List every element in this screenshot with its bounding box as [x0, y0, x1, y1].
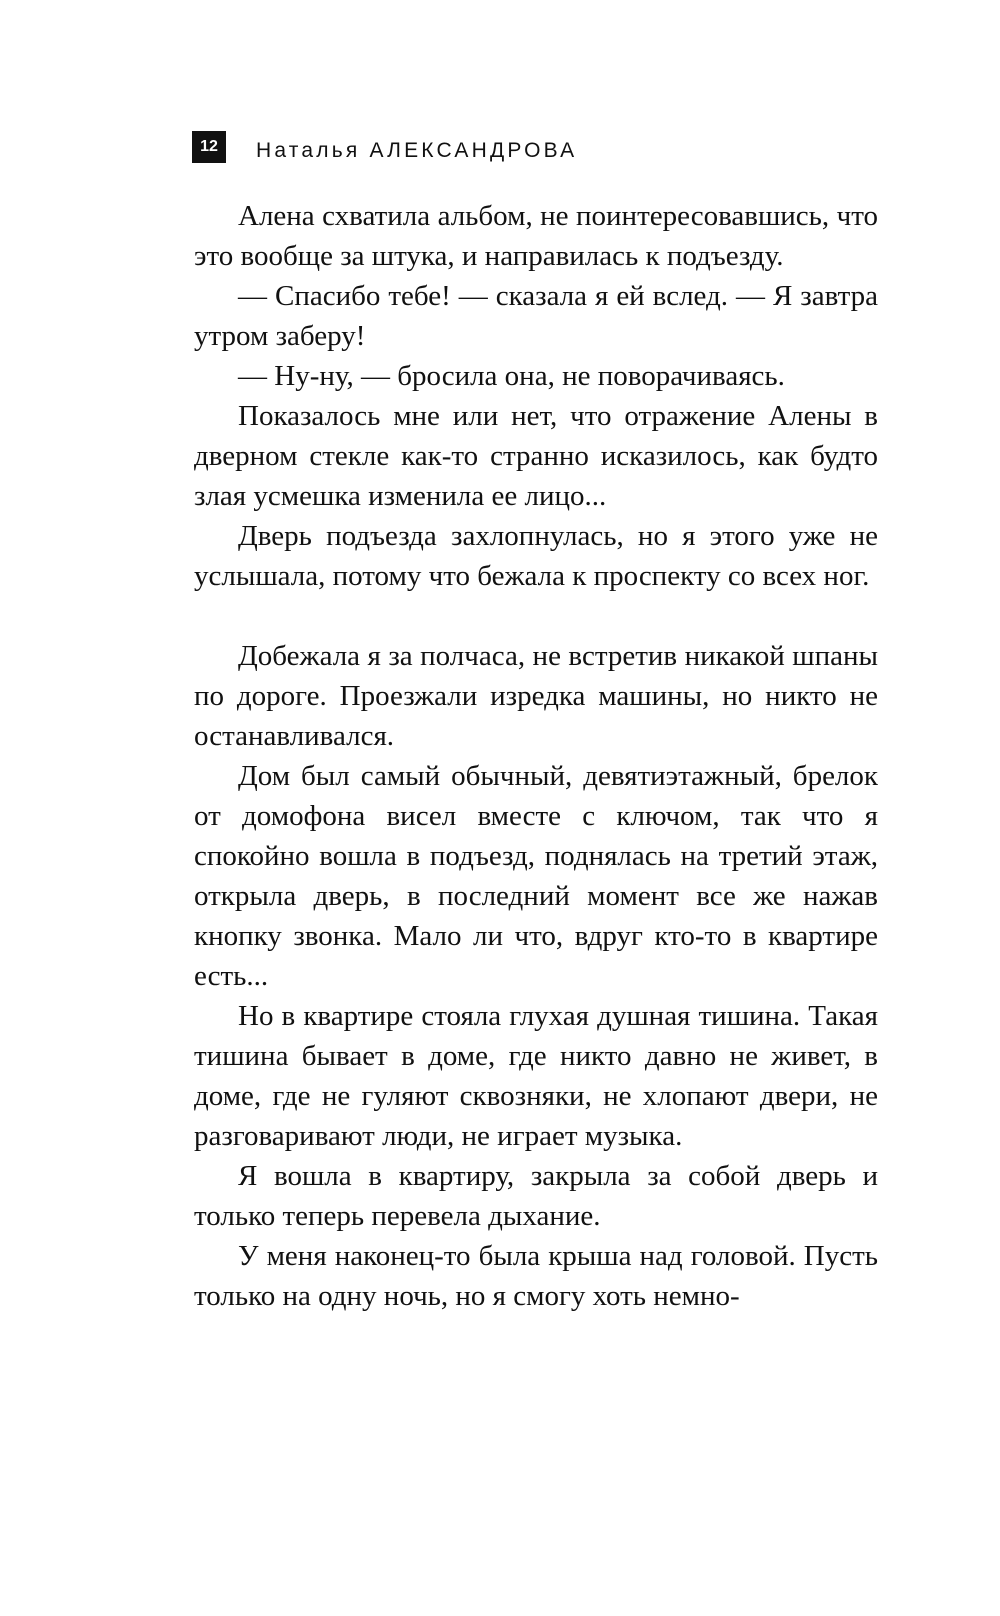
paragraph: Но в квартире стояла глухая душная тишина. Такая тишина бывает в доме, где никто давно не живет, в доме, где не гуляют сквозняки, не хлопают двери, не разговаривают люди, не играет музыка.: [194, 1000, 878, 1152]
section-break: [194, 596, 878, 636]
body-text: [194, 196, 878, 1316]
paragraph: Показалось мне или нет, что отражение Алены в дверном стекле как-то странно исказилось, как будто злая усмешка изменила ее лицо...: [194, 400, 878, 512]
paragraph: Дом был самый обычный, девятиэтажный, брелок от домофона висел вместе с ключом, так что я спокойно вошла в подъезд, поднялась на третий этаж, открыла дверь, в последний момент все же нажав кнопку звонка. Мало ли что, вдруг кто-то в квартире есть...: [194, 760, 878, 992]
page-header: [192, 131, 577, 163]
paragraph: — Ну-ну, — бросила она, не поворачиваясь.: [238, 360, 785, 392]
paragraph: — Спасибо тебе! — сказала я ей вслед. — Я завтра утром заберу!: [194, 280, 878, 352]
running-head: Наталья АЛЕКСАНДРОВА: [256, 139, 578, 162]
paragraph: Алена схватила альбом, не поинтересовавшись, что это вообще за штука, и направилась к подъезду.: [194, 200, 878, 272]
paragraph: Дверь подъезда захлопнулась, но я этого уже не услышала, потому что бежала к проспекту со всех ног.: [194, 520, 878, 592]
paragraph: Я вошла в квартиру, закрыла за собой дверь и только теперь перевела дыхание.: [194, 1160, 878, 1232]
paragraph: У меня наконец-то была крыша над головой. Пусть только на одну ночь, но я смогу хоть немно-: [194, 1240, 878, 1312]
page-number: 12: [192, 131, 226, 163]
paragraph: Добежала я за полчаса, не встретив никакой шпаны по дороге. Проезжали изредка машины, но никто не останавливался.: [194, 640, 878, 752]
